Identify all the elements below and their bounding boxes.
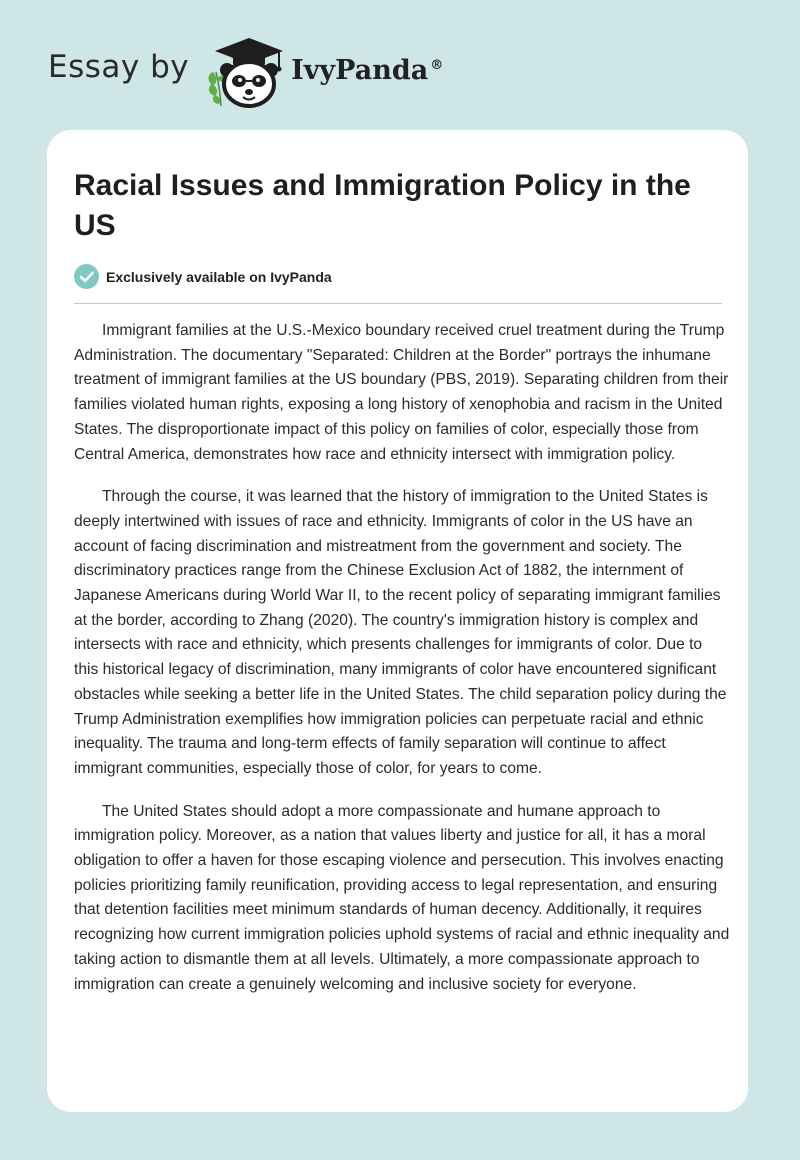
exclusive-badge	[74, 264, 332, 289]
essay-title: Racial Issues and Immigration Policy in the US	[74, 169, 691, 242]
panda-graduation-cap-icon	[203, 34, 287, 110]
brand-name	[291, 55, 443, 86]
brand-name-text: IvyPanda	[291, 54, 429, 86]
check-circle-icon	[74, 264, 99, 289]
ivypanda-logo-link[interactable]	[203, 34, 443, 110]
registered-mark: ®	[430, 57, 444, 73]
exclusive-badge-text: Exclusively available on IvyPanda	[106, 268, 332, 285]
essay-paragraph: The United States should adopt a more compassionate and humane approach to immigration policy. Moreover, as a nation that values liberty and justice for all, it has a moral obligation to offer a haven for those escaping violence and persecution. This involves enacting policies prioritizing family reunification, providing access to legal representation, and ensuring that detention facilities meet minimum standards of human decency. Additionally, it requires recognizing how current immigration policies uphold systems of racial and ethnic inequality and taking action to dismantle them at all levels. Ultimately, a more compassionate approach to immigration can create a genuinely welcoming and inclusive society for everyone.	[74, 802, 730, 993]
essay-paragraph: Through the course, it was learned that the history of immigration to the United States is deeply intertwined with issues of race and ethnicity. Immigrants of color in the US have an account of facing discrimination and mistreatment from the government and society. The discriminatory practices range from the Chinese Exclusion Act of 1882, the internment of Japanese Americans during World War II, to the recent policy of separating immigrant families at the border, according to Zhang (2020). The country's immigration history is complex and intersects with race and ethnicity, which presents challenges for immigrants of color. Due to this historical legacy of discrimination, many immigrants of color have encountered significant obstacles while seeking a better life in the United States. The child separation policy during the Trump Administration exemplifies how immigration policies can perpetuate racial and ethnic inequality. The trauma and long-term effects of family separation will continue to affect immigrant communities, especially those of color, for years to come.	[74, 488, 727, 777]
site-header	[48, 34, 443, 110]
essay-card	[47, 130, 748, 1112]
title-divider	[74, 303, 722, 304]
essay-by-label: Essay by	[48, 49, 190, 85]
essay-paragraph: Immigrant families at the U.S.-Mexico boundary received cruel treatment during the Trump Administration. The documentary "Separated: Children at the Border" portrays the inhumane treatment of immigrant families at the US boundary (PBS, 2019). Separating children from their families violated human rights, exposing a long history of xenophobia and racism in the United States. The disproportionate impact of this policy on families of color, especially those from Central America, demonstrates how race and ethnicity intersect with immigration policy.	[74, 322, 729, 463]
essay-body	[74, 319, 730, 1015]
